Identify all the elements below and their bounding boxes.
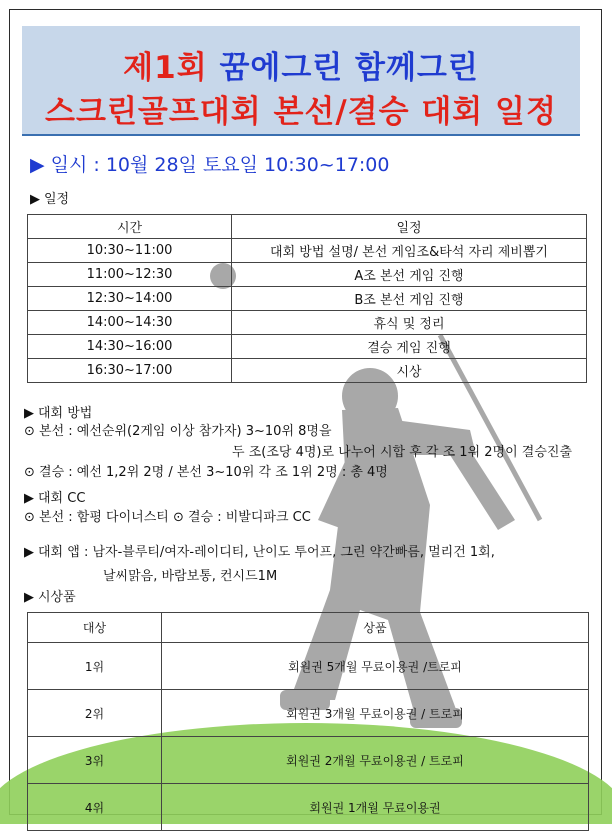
table-row: [28, 643, 589, 690]
schedule-time: 16:30~17:00: [28, 359, 232, 383]
prizes-table: [27, 612, 589, 831]
table-row: [28, 311, 587, 335]
app-settings-text-1: 대회 앱 : 남자-블루티/여자-레이디티, 난이도 투어프, 그린 약간빠름, 멀리건 1회,: [38, 545, 495, 560]
triangle-bullet-icon: ▶: [24, 406, 34, 421]
method-line-3: ⊙ 결승 : 예선 1,2위 2명 / 본선 3~10위 각 조 1위 2명 : 총 4명: [24, 465, 388, 480]
venue-line: ⊙ 본선 : 함평 다이너스티 ⊙ 결승 : 비발디파크 CC: [24, 510, 311, 525]
schedule-time: 14:00~14:30: [28, 311, 232, 335]
prizes-header-rank: 대상: [28, 613, 162, 643]
table-row: [28, 287, 587, 311]
triangle-bullet-icon: ▶: [24, 590, 34, 605]
title-line-2: 스크린골프대회 본선/결승 대회 일정: [45, 94, 557, 130]
schedule-heading-text: 일정: [44, 192, 70, 207]
venue-heading: [24, 487, 85, 506]
title-banner: [22, 26, 580, 136]
prizes-header-row: [28, 613, 589, 643]
event-date-line: [30, 150, 390, 177]
prize-item: 회원권 5개월 무료이용권 /트로피: [162, 643, 589, 690]
prizes-heading-text: 시상품: [38, 590, 76, 605]
event-date-text: 일시 : 10월 28일 토요일 10:30~17:00: [50, 154, 390, 176]
schedule-event: 휴식 및 정리: [232, 311, 587, 335]
prizes-heading: [24, 586, 76, 605]
app-settings-line-2: 날씨맑음, 바람보통, 컨시드1M: [103, 569, 278, 584]
schedule-header-event: 일정: [232, 215, 587, 239]
title-line-1: [22, 42, 580, 87]
triangle-bullet-icon: ▶: [24, 545, 34, 560]
prize-rank: 1위: [28, 643, 162, 690]
triangle-bullet-icon: ▶: [24, 491, 34, 506]
schedule-event: B조 본선 게임 진행: [232, 287, 587, 311]
schedule-header-time: 시간: [28, 215, 232, 239]
schedule-table: [27, 214, 587, 383]
method-line-2: 두 조(조당 4명)로 나누어 시합 후 각 조 1위 2명이 결승진출: [232, 445, 572, 460]
schedule-header-row: [28, 215, 587, 239]
method-heading: [24, 402, 92, 421]
prize-item: 회원권 3개월 무료이용권 / 트로피: [162, 690, 589, 737]
schedule-event: 대회 방법 설명/ 본선 게임조&타석 자리 제비뽑기: [232, 239, 587, 263]
schedule-event: 결승 게임 진행: [232, 335, 587, 359]
schedule-event: A조 본선 게임 진행: [232, 263, 587, 287]
schedule-time: 14:30~16:00: [28, 335, 232, 359]
triangle-bullet-icon: ▶: [30, 154, 45, 176]
table-row: [28, 737, 589, 784]
triangle-bullet-icon: ▶: [30, 192, 40, 207]
table-row: [28, 690, 589, 737]
method-heading-text: 대회 방법: [38, 406, 93, 421]
prize-rank: 3위: [28, 737, 162, 784]
schedule-time: 12:30~14:00: [28, 287, 232, 311]
table-row: [28, 784, 589, 831]
method-line-1: ⊙ 본선 : 예선순위(2게임 이상 참가자) 3~10위 8명을: [24, 424, 332, 439]
venue-heading-text: 대회 CC: [38, 491, 86, 506]
title-highlight: 꿈에그린 함께그린: [219, 50, 479, 86]
prizes-header-prize: 상품: [162, 613, 589, 643]
schedule-event: 시상: [232, 359, 587, 383]
schedule-time: 11:00~12:30: [28, 263, 232, 287]
prize-rank: 2위: [28, 690, 162, 737]
table-row: [28, 359, 587, 383]
prize-item: 회원권 2개월 무료이용권 / 트로피: [162, 737, 589, 784]
table-row: [28, 239, 587, 263]
app-settings-line-1: [24, 541, 495, 560]
title-prefix: 제1회: [123, 50, 220, 86]
table-row: [28, 263, 587, 287]
prize-item: 회원권 1개월 무료이용권: [162, 784, 589, 831]
schedule-heading: [30, 188, 69, 207]
table-row: [28, 335, 587, 359]
prize-rank: 4위: [28, 784, 162, 831]
schedule-time: 10:30~11:00: [28, 239, 232, 263]
